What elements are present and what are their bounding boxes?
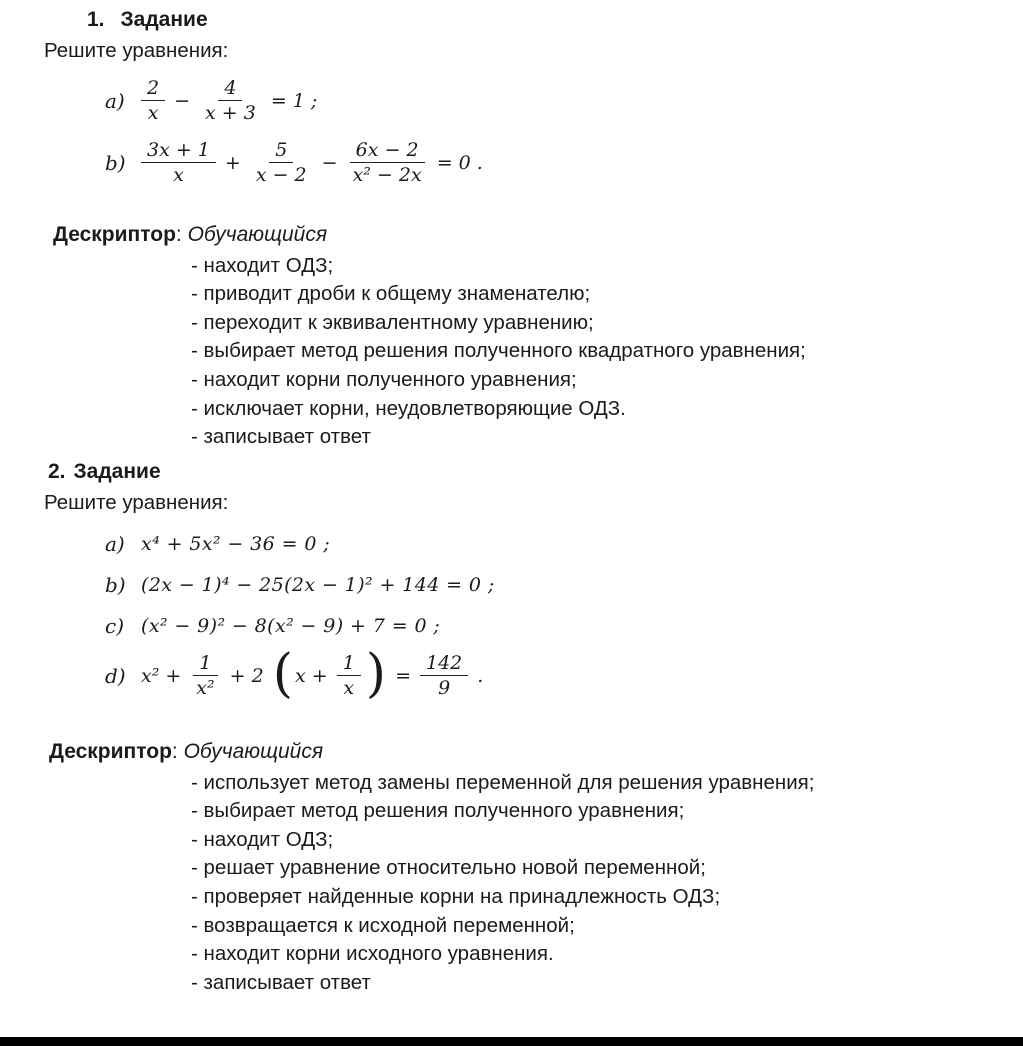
fraction-numerator: 1 xyxy=(337,652,361,676)
descriptor-item: - исключает корни, неудовлетворяющие ОДЗ. xyxy=(191,396,626,420)
task2-heading-number: 2. xyxy=(48,459,66,483)
equation-1b-rhs: = 0 . xyxy=(436,151,483,174)
descriptor-item: - переходит к эквивалентному уравнению; xyxy=(191,310,594,334)
descriptor-item: - выбирает метод решения полученного квадратного уравнения; xyxy=(191,339,806,363)
descriptor-label: Дескриптор xyxy=(53,222,176,246)
descriptor-item: - находит корни полученного уравнения; xyxy=(191,368,577,391)
fraction xyxy=(250,139,313,187)
equation-2c xyxy=(105,614,995,638)
equation-2b-label: b) xyxy=(105,572,126,597)
task1-descriptor xyxy=(53,223,995,247)
left-paren: ( xyxy=(272,643,293,704)
equation-2d-term: + 2 xyxy=(229,664,264,687)
task2-heading-title: Задание xyxy=(73,459,161,483)
task2-intro: Решите уравнения: xyxy=(44,490,229,514)
task2-descriptor xyxy=(49,740,995,764)
operator: − xyxy=(174,89,191,112)
fraction-numerator: 4 xyxy=(218,77,242,101)
descriptor-item: - возвращается к исходной переменной; xyxy=(191,913,575,937)
task1-heading-title: Задание xyxy=(120,8,208,31)
fraction xyxy=(190,652,220,700)
equation-2d-term: x² + xyxy=(141,664,182,687)
descriptor-separator: : xyxy=(171,739,184,763)
fraction-numerator: 2 xyxy=(141,77,165,101)
equation-1b-label: b) xyxy=(105,150,126,175)
fraction-numerator: 142 xyxy=(420,652,468,676)
equation-1a-label: a) xyxy=(105,88,125,113)
equation-2b xyxy=(105,573,995,597)
fraction-denominator: x xyxy=(147,102,159,125)
fraction xyxy=(141,139,216,187)
equation-2b-expression: (2x − 1)⁴ − 25(2x − 1)² + 144 = 0 ; xyxy=(141,573,495,596)
fraction xyxy=(420,652,468,700)
period: . xyxy=(477,664,484,687)
fraction-numerator: 6x − 2 xyxy=(350,139,425,163)
equation-1a xyxy=(105,77,995,125)
equation-2a xyxy=(105,532,995,556)
descriptor-item: - находит ОДЗ; xyxy=(191,827,334,851)
equation-2a-expression: x⁴ + 5x² − 36 = 0 ; xyxy=(141,532,331,555)
task2-heading xyxy=(48,460,995,484)
fraction xyxy=(347,139,428,187)
descriptor-value: Обучающийся xyxy=(187,222,328,246)
descriptor-item: - решает уравнение относительно новой переменной; xyxy=(191,856,706,880)
descriptor-separator: : xyxy=(175,222,188,246)
task2-equations xyxy=(105,531,995,704)
descriptor-item: - находит корни исходного уравнения. xyxy=(191,942,554,966)
descriptor-item: - приводит дроби к общему знаменателю; xyxy=(191,282,591,306)
fraction-denominator: 9 xyxy=(438,677,451,700)
descriptor-label: Дескриптор xyxy=(49,739,172,763)
equation-2d-term: x + xyxy=(295,664,328,687)
right-paren: ) xyxy=(365,643,387,704)
descriptor-item: - выбирает метод решения полученного уравнения; xyxy=(191,799,685,823)
bottom-bar xyxy=(0,1037,1023,1046)
equation-2a-label: a) xyxy=(105,531,125,556)
descriptor-item: - использует метод замены переменной для решения уравнения; xyxy=(191,770,815,794)
task1-descriptor-list xyxy=(191,252,995,452)
equation-2c-expression: (x² − 9)² − 8(x² − 9) + 7 = 0 ; xyxy=(141,614,441,637)
descriptor-value: Обучающийся xyxy=(183,739,324,763)
fraction-numerator: 3x + 1 xyxy=(141,139,216,163)
operator: + xyxy=(224,151,241,174)
task1-heading-number: 1. xyxy=(87,8,105,31)
equation-2c-label: c) xyxy=(105,613,125,638)
task1-heading xyxy=(87,8,995,32)
equation-2d xyxy=(105,643,995,704)
fraction-denominator: x² xyxy=(196,677,215,700)
task1-intro: Решите уравнения: xyxy=(44,39,229,62)
fraction-numerator: 1 xyxy=(193,652,217,676)
fraction-denominator: x xyxy=(343,677,355,700)
equation-2d-label: d) xyxy=(105,663,126,688)
equation-1a-rhs: = 1 ; xyxy=(270,89,318,112)
operator: − xyxy=(321,151,338,174)
fraction-denominator: x² − 2x xyxy=(352,164,422,187)
fraction xyxy=(141,77,165,125)
descriptor-item: - находит ОДЗ; xyxy=(191,253,334,277)
fraction xyxy=(199,77,262,125)
task1-equations xyxy=(105,77,995,187)
descriptor-item: - записывает ответ xyxy=(191,970,371,994)
fraction-denominator: x xyxy=(173,164,184,187)
equation-1b xyxy=(105,139,995,187)
fraction xyxy=(337,652,361,700)
descriptor-item: - проверяет найденные корни на принадлежность ОДЗ; xyxy=(191,884,721,908)
fraction-numerator: 5 xyxy=(269,139,293,163)
equals-sign: = xyxy=(395,664,411,687)
fraction-denominator: x + 3 xyxy=(205,102,256,125)
task2-descriptor-list xyxy=(191,769,995,998)
fraction-denominator: x − 2 xyxy=(255,164,307,187)
descriptor-item: - записывает ответ xyxy=(191,425,371,449)
